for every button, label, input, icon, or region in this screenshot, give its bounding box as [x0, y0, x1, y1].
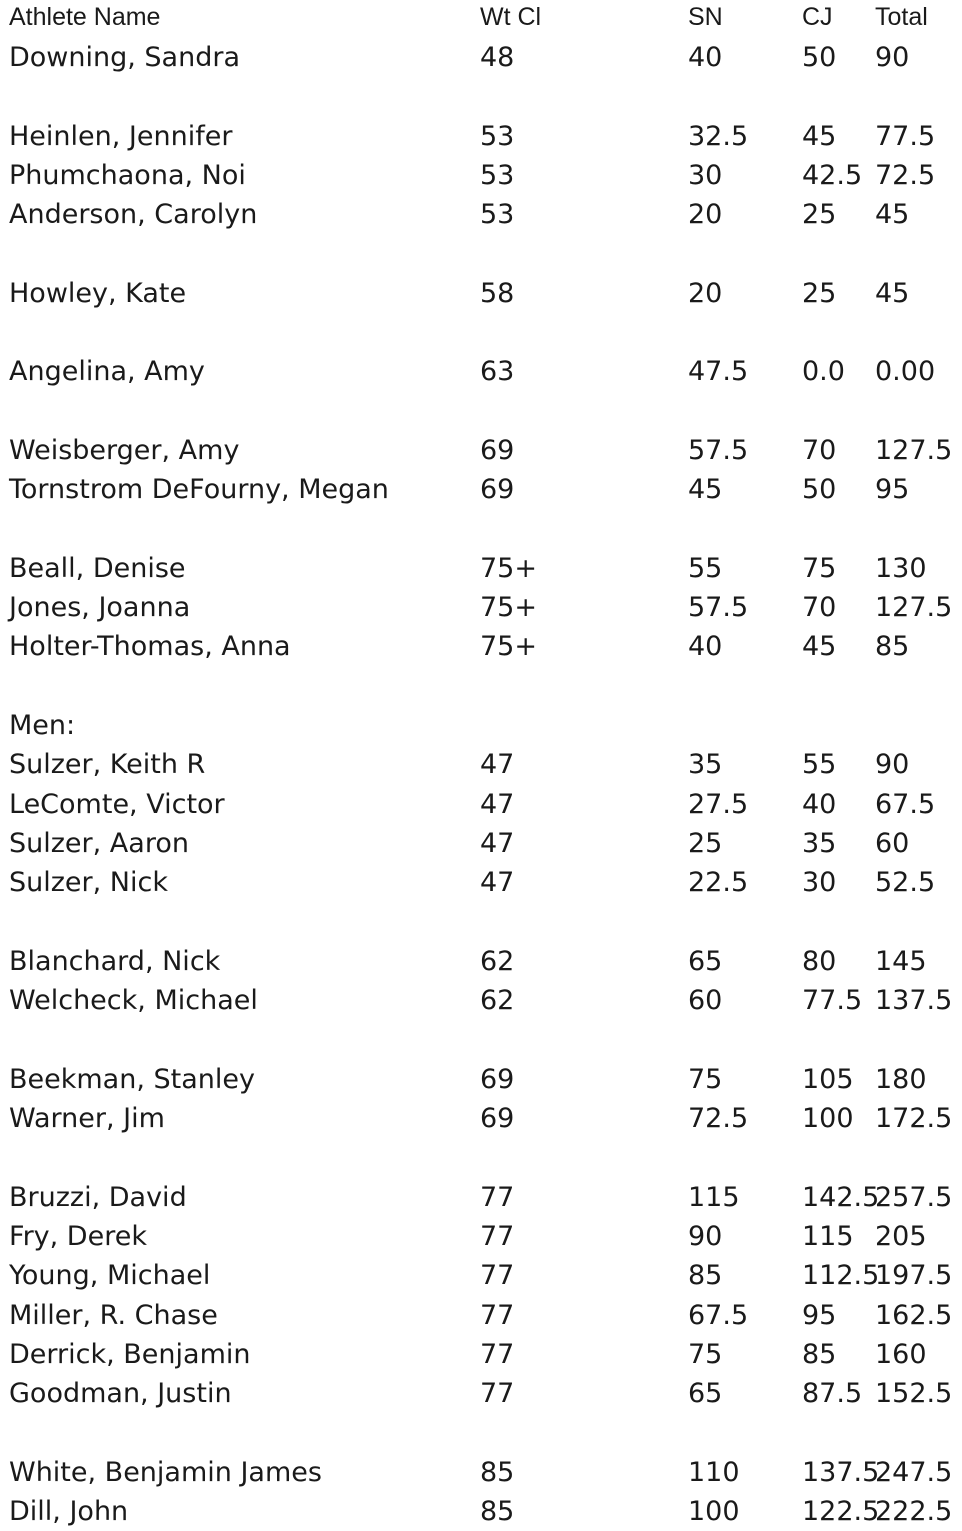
total-cell: 160	[875, 1338, 927, 1370]
table-row	[0, 1099, 962, 1138]
header-clean-jerk: CJ	[802, 3, 833, 31]
athlete-name-cell: Tornstrom DeFourny, Megan	[9, 474, 389, 506]
results-table-body	[0, 38, 962, 1531]
athlete-name-cell: Beekman, Stanley	[9, 1063, 255, 1095]
weight-class-cell: 77	[480, 1299, 515, 1331]
weight-class-cell: 77	[480, 1181, 515, 1213]
spacer-row	[0, 234, 962, 273]
table-row	[0, 1374, 962, 1413]
table-row	[0, 1453, 962, 1492]
snatch-cell: 110	[688, 1456, 740, 1488]
snatch-cell: 115	[688, 1181, 740, 1213]
weight-class-cell: 58	[480, 277, 515, 309]
total-cell: 72.5	[875, 159, 936, 191]
table-row	[0, 195, 962, 234]
clean-jerk-cell: 25	[802, 277, 837, 309]
weight-class-cell: 69	[480, 434, 515, 466]
weight-class-cell: 77	[480, 1338, 515, 1370]
clean-jerk-cell: 25	[802, 199, 837, 231]
table-row	[0, 1060, 962, 1099]
weight-class-cell: 53	[480, 120, 515, 152]
total-cell: 127.5	[875, 592, 953, 624]
weight-class-cell: 75+	[480, 592, 537, 624]
clean-jerk-cell: 75	[802, 552, 837, 584]
total-cell: 222.5	[875, 1495, 953, 1527]
table-row	[0, 117, 962, 156]
spacer-row	[0, 392, 962, 431]
header-snatch: SN	[688, 3, 723, 31]
athlete-name-cell: Young, Michael	[9, 1260, 211, 1292]
spacer-row	[0, 1138, 962, 1177]
clean-jerk-cell: 95	[802, 1299, 837, 1331]
snatch-cell: 57.5	[688, 434, 749, 466]
weight-class-cell: 77	[480, 1260, 515, 1292]
table-row	[0, 38, 962, 77]
weight-class-cell: 75+	[480, 631, 537, 663]
weight-class-cell: 47	[480, 827, 515, 859]
athlete-name-cell: Sulzer, Nick	[9, 867, 168, 899]
total-cell: 152.5	[875, 1378, 953, 1410]
weight-class-cell: 75+	[480, 552, 537, 584]
total-cell: 67.5	[875, 788, 936, 820]
table-row	[0, 588, 962, 627]
total-cell: 130	[875, 552, 927, 584]
weight-class-cell: 77	[480, 1220, 515, 1252]
weight-class-cell: 69	[480, 1063, 515, 1095]
athlete-name-cell: Derrick, Benjamin	[9, 1338, 251, 1370]
table-row	[0, 1296, 962, 1335]
clean-jerk-cell: 40	[802, 788, 837, 820]
snatch-cell: 100	[688, 1495, 740, 1527]
weight-class-cell: 62	[480, 945, 515, 977]
athlete-name-cell: Downing, Sandra	[9, 42, 241, 73]
weight-class-cell: 63	[480, 356, 515, 388]
header-weight-class: Wt Cl	[480, 3, 542, 31]
snatch-cell: 65	[688, 945, 723, 977]
section-label-row	[0, 706, 962, 745]
total-cell: 257.5	[875, 1181, 953, 1213]
clean-jerk-cell: 30	[802, 867, 837, 899]
table-row	[0, 824, 962, 863]
snatch-cell: 40	[688, 631, 723, 663]
clean-jerk-cell: 105	[802, 1063, 854, 1095]
athlete-name-cell: Phumchaona, Noi	[9, 159, 246, 191]
snatch-cell: 72.5	[688, 1103, 749, 1135]
weight-class-cell: 85	[480, 1456, 515, 1488]
clean-jerk-cell: 42.5	[802, 159, 863, 191]
table-row	[0, 156, 962, 195]
athlete-name-cell: LeComte, Victor	[9, 788, 225, 820]
weight-class-cell: 47	[480, 788, 515, 820]
snatch-cell: 27.5	[688, 788, 749, 820]
snatch-cell: 20	[688, 199, 723, 231]
clean-jerk-cell: 45	[802, 631, 837, 663]
snatch-cell: 47.5	[688, 356, 749, 388]
clean-jerk-cell: 142.5	[802, 1181, 880, 1213]
snatch-cell: 32.5	[688, 120, 749, 152]
table-row	[0, 1178, 962, 1217]
total-cell: 247.5	[875, 1456, 953, 1488]
total-cell: 77.5	[875, 120, 936, 152]
spacer-row	[0, 903, 962, 942]
athlete-name-cell: Men:	[9, 710, 76, 742]
athlete-name-cell: Blanchard, Nick	[9, 945, 221, 977]
table-row	[0, 1335, 962, 1374]
snatch-cell: 75	[688, 1063, 723, 1095]
spacer-row	[0, 1413, 962, 1452]
table-row	[0, 274, 962, 313]
table-row	[0, 431, 962, 470]
total-cell: 162.5	[875, 1299, 953, 1331]
athlete-name-cell: Sulzer, Keith R	[9, 749, 206, 781]
snatch-cell: 75	[688, 1338, 723, 1370]
clean-jerk-cell: 137.5	[802, 1456, 880, 1488]
clean-jerk-cell: 70	[802, 592, 837, 624]
clean-jerk-cell: 55	[802, 749, 837, 781]
athlete-name-cell: Heinlen, Jennifer	[9, 120, 233, 152]
snatch-cell: 57.5	[688, 592, 749, 624]
table-row	[0, 863, 962, 902]
snatch-cell: 25	[688, 827, 723, 859]
table-row	[0, 1217, 962, 1256]
total-cell: 52.5	[875, 867, 936, 899]
spacer-row	[0, 667, 962, 706]
athlete-name-cell: Jones, Joanna	[9, 592, 191, 624]
snatch-cell: 67.5	[688, 1299, 749, 1331]
table-header	[0, 0, 962, 34]
header-athlete-name: Athlete Name	[9, 3, 161, 31]
snatch-cell: 22.5	[688, 867, 749, 899]
total-cell: 90	[875, 42, 910, 73]
total-cell: 60	[875, 827, 910, 859]
clean-jerk-cell: 122.5	[802, 1495, 880, 1527]
spacer-row	[0, 313, 962, 352]
snatch-cell: 55	[688, 552, 723, 584]
weight-class-cell: 48	[480, 42, 515, 73]
athlete-name-cell: Angelina, Amy	[9, 356, 205, 388]
clean-jerk-cell: 77.5	[802, 985, 863, 1017]
spacer-row	[0, 1020, 962, 1059]
clean-jerk-cell: 70	[802, 434, 837, 466]
header-total: Total	[875, 3, 928, 31]
snatch-cell: 20	[688, 277, 723, 309]
table-row	[0, 745, 962, 784]
athlete-name-cell: Howley, Kate	[9, 277, 187, 309]
clean-jerk-cell: 87.5	[802, 1378, 863, 1410]
weight-class-cell: 53	[480, 199, 515, 231]
weight-class-cell: 47	[480, 867, 515, 899]
athlete-name-cell: Bruzzi, David	[9, 1181, 187, 1213]
clean-jerk-cell: 35	[802, 827, 837, 859]
weight-class-cell: 69	[480, 474, 515, 506]
snatch-cell: 40	[688, 42, 723, 73]
snatch-cell: 60	[688, 985, 723, 1017]
total-cell: 197.5	[875, 1260, 953, 1292]
athlete-name-cell: Beall, Denise	[9, 552, 186, 584]
athlete-name-cell: Welcheck, Michael	[9, 985, 258, 1017]
clean-jerk-cell: 45	[802, 120, 837, 152]
athlete-name-cell: Miller, R. Chase	[9, 1299, 218, 1331]
weight-class-cell: 47	[480, 749, 515, 781]
table-row	[0, 627, 962, 666]
clean-jerk-cell: 50	[802, 474, 837, 506]
table-row	[0, 470, 962, 509]
clean-jerk-cell: 50	[802, 42, 837, 73]
weight-class-cell: 62	[480, 985, 515, 1017]
spacer-row	[0, 77, 962, 116]
clean-jerk-cell: 100	[802, 1103, 854, 1135]
total-cell: 95	[875, 474, 910, 506]
table-row	[0, 981, 962, 1020]
weight-class-cell: 77	[480, 1378, 515, 1410]
athlete-name-cell: Anderson, Carolyn	[9, 199, 258, 231]
total-cell: 0.00	[875, 356, 936, 388]
total-cell: 85	[875, 631, 910, 663]
clean-jerk-cell: 112.5	[802, 1260, 880, 1292]
table-row	[0, 1492, 962, 1531]
athlete-name-cell: Holter-Thomas, Anna	[9, 631, 291, 663]
total-cell: 127.5	[875, 434, 953, 466]
total-cell: 45	[875, 277, 910, 309]
total-cell: 180	[875, 1063, 927, 1095]
clean-jerk-cell: 80	[802, 945, 837, 977]
spacer-row	[0, 510, 962, 549]
snatch-cell: 90	[688, 1220, 723, 1252]
athlete-name-cell: Sulzer, Aaron	[9, 827, 189, 859]
clean-jerk-cell: 0.0	[802, 356, 845, 388]
total-cell: 137.5	[875, 985, 953, 1017]
athlete-name-cell: Fry, Derek	[9, 1220, 147, 1252]
snatch-cell: 30	[688, 159, 723, 191]
weight-class-cell: 53	[480, 159, 515, 191]
athlete-name-cell: Dill, John	[9, 1495, 129, 1527]
total-cell: 90	[875, 749, 910, 781]
table-row	[0, 942, 962, 981]
athlete-name-cell: Goodman, Justin	[9, 1378, 232, 1410]
total-cell: 205	[875, 1220, 927, 1252]
table-row	[0, 785, 962, 824]
total-cell: 172.5	[875, 1103, 953, 1135]
athlete-name-cell: Weisberger, Amy	[9, 434, 240, 466]
total-cell: 145	[875, 945, 927, 977]
snatch-cell: 45	[688, 474, 723, 506]
athlete-name-cell: Warner, Jim	[9, 1103, 165, 1135]
snatch-cell: 35	[688, 749, 723, 781]
total-cell: 45	[875, 199, 910, 231]
snatch-cell: 85	[688, 1260, 723, 1292]
table-row	[0, 352, 962, 391]
athlete-name-cell: White, Benjamin James	[9, 1456, 322, 1488]
snatch-cell: 65	[688, 1378, 723, 1410]
table-row	[0, 549, 962, 588]
weight-class-cell: 69	[480, 1103, 515, 1135]
clean-jerk-cell: 115	[802, 1220, 854, 1252]
table-row	[0, 1256, 962, 1295]
weight-class-cell: 85	[480, 1495, 515, 1527]
clean-jerk-cell: 85	[802, 1338, 837, 1370]
